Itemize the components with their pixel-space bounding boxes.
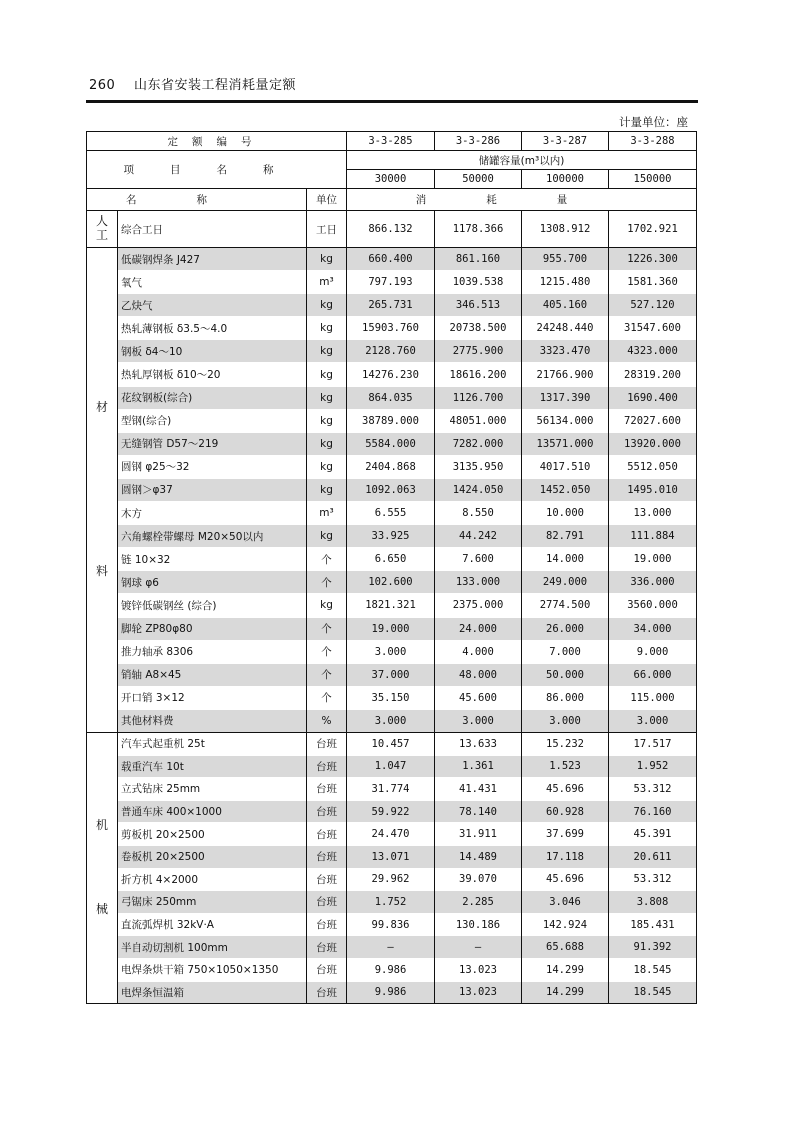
machinery-category	[87, 732, 118, 1003]
item-value: 130.186	[435, 913, 522, 936]
header-rule	[86, 100, 698, 103]
materials-row	[87, 709, 697, 732]
item-value: 45.391	[609, 823, 697, 846]
quota-code-label: 定额编号	[87, 132, 347, 151]
item-name-label: 项目名称	[87, 151, 347, 189]
quota-table	[86, 131, 697, 1004]
item-unit: m³	[307, 502, 347, 525]
item-value: 17.517	[609, 732, 697, 755]
labor-category	[87, 211, 118, 248]
item-name: 链 10×32	[118, 548, 307, 571]
item-value: 66.000	[609, 663, 697, 686]
item-unit: kg	[307, 386, 347, 409]
item-unit: m³	[307, 271, 347, 294]
machinery-row	[87, 845, 697, 868]
category-char: 机	[95, 818, 108, 833]
item-value: 17.118	[522, 845, 609, 868]
item-value: 133.000	[435, 571, 522, 594]
item-unit: 台班	[307, 732, 347, 755]
item-name: 六角螺栓带螺母 M20×50以内	[118, 525, 307, 548]
item-unit: kg	[307, 340, 347, 363]
materials-row	[87, 432, 697, 455]
item-value: 20738.500	[435, 317, 522, 340]
item-unit: 个	[307, 640, 347, 663]
materials-category	[87, 248, 118, 733]
item-value: 866.132	[347, 211, 435, 248]
item-value: 1317.390	[522, 386, 609, 409]
quota-code: 3-3-286	[435, 132, 522, 151]
item-unit: %	[307, 709, 347, 732]
item-value: 142.924	[522, 913, 609, 936]
item-value: 4017.510	[522, 455, 609, 478]
item-unit: kg	[307, 248, 347, 271]
machinery-row	[87, 800, 697, 823]
materials-row	[87, 271, 697, 294]
item-value: 45.696	[522, 868, 609, 891]
item-value: 13571.000	[522, 432, 609, 455]
item-name: 低碳钢焊条 J427	[118, 248, 307, 271]
item-value: 1.952	[609, 755, 697, 778]
item-value: 336.000	[609, 571, 697, 594]
item-value: 10.000	[522, 502, 609, 525]
item-unit: kg	[307, 478, 347, 501]
materials-row	[87, 571, 697, 594]
item-value: 2.285	[435, 891, 522, 914]
item-unit: 个	[307, 617, 347, 640]
item-unit: kg	[307, 525, 347, 548]
item-value: 115.000	[609, 686, 697, 709]
category-char: 料	[95, 563, 108, 578]
item-value: 9.986	[347, 958, 435, 981]
quota-code: 3-3-288	[609, 132, 697, 151]
machinery-row	[87, 868, 697, 891]
item-value: 82.791	[522, 525, 609, 548]
item-value: 14.000	[522, 548, 609, 571]
item-value: 955.700	[522, 248, 609, 271]
item-name: 剪板机 20×2500	[118, 823, 307, 846]
item-name: 卷板机 20×2500	[118, 845, 307, 868]
materials-row	[87, 548, 697, 571]
item-value: 19.000	[609, 548, 697, 571]
item-value: 346.513	[435, 294, 522, 317]
item-value: 2774.500	[522, 594, 609, 617]
materials-row	[87, 317, 697, 340]
item-value: 3.000	[609, 709, 697, 732]
item-value: 1.361	[435, 755, 522, 778]
item-value: 72027.600	[609, 409, 697, 432]
item-value: 44.242	[435, 525, 522, 548]
item-value: 13.633	[435, 732, 522, 755]
quota-code: 3-3-285	[347, 132, 435, 151]
item-value: 1821.321	[347, 594, 435, 617]
materials-row	[87, 409, 697, 432]
item-value: 14.489	[435, 845, 522, 868]
item-name: 半自动切割机 100mm	[118, 936, 307, 959]
item-value: —	[435, 936, 522, 959]
machinery-row	[87, 755, 697, 778]
item-value: 3.000	[522, 709, 609, 732]
capacity-header-row	[87, 151, 697, 170]
materials-row	[87, 640, 697, 663]
item-name: 推力轴承 8306	[118, 640, 307, 663]
item-value: 3.808	[609, 891, 697, 914]
item-name: 型钢(综合)	[118, 409, 307, 432]
item-unit: kg	[307, 432, 347, 455]
unit-note: 计量单位：座	[619, 115, 688, 129]
item-value: 1702.921	[609, 211, 697, 248]
category-char: 械	[95, 902, 108, 917]
materials-row	[87, 363, 697, 386]
item-value: 45.600	[435, 686, 522, 709]
item-value: 13.023	[435, 981, 522, 1004]
item-value: 1.752	[347, 891, 435, 914]
item-unit: 台班	[307, 981, 347, 1004]
item-name: 钢球 φ6	[118, 571, 307, 594]
item-value: 76.160	[609, 800, 697, 823]
item-unit: kg	[307, 594, 347, 617]
category-char: 工	[95, 228, 108, 242]
item-value: 249.000	[522, 571, 609, 594]
item-value: 527.120	[609, 294, 697, 317]
item-value: 24.000	[435, 617, 522, 640]
item-value: 3560.000	[609, 594, 697, 617]
item-value: 31.911	[435, 823, 522, 846]
item-value: 50.000	[522, 663, 609, 686]
item-name: 折方机 4×2000	[118, 868, 307, 891]
item-value: 33.925	[347, 525, 435, 548]
materials-row	[87, 386, 697, 409]
item-unit: 台班	[307, 958, 347, 981]
name-column-header: 名称	[87, 189, 307, 211]
machinery-row	[87, 778, 697, 801]
unit-column-header: 单位	[307, 189, 347, 211]
item-value: 2375.000	[435, 594, 522, 617]
book-title: 山东省安装工程消耗量定额	[133, 78, 296, 93]
item-name: 开口销 3×12	[118, 686, 307, 709]
item-value: 24248.440	[522, 317, 609, 340]
machinery-row	[87, 732, 697, 755]
item-value: 18.545	[609, 958, 697, 981]
item-value: 86.000	[522, 686, 609, 709]
item-value: 34.000	[609, 617, 697, 640]
item-value: 13920.000	[609, 432, 697, 455]
category-char: 材	[95, 400, 108, 415]
item-name: 圆钢＞φ37	[118, 478, 307, 501]
item-value: 31.774	[347, 778, 435, 801]
item-name: 电焊条恒温箱	[118, 981, 307, 1004]
item-name: 圆钢 φ25～32	[118, 455, 307, 478]
materials-row	[87, 686, 697, 709]
item-unit: kg	[307, 294, 347, 317]
item-name: 无缝钢管 D57～219	[118, 432, 307, 455]
item-value: 99.836	[347, 913, 435, 936]
item-unit: 台班	[307, 868, 347, 891]
item-value: 1039.538	[435, 271, 522, 294]
item-value: 45.696	[522, 778, 609, 801]
capacity-value: 100000	[522, 170, 609, 189]
materials-row	[87, 594, 697, 617]
item-value: 31547.600	[609, 317, 697, 340]
item-unit: 工日	[307, 211, 347, 248]
item-value: 18.545	[609, 981, 697, 1004]
item-value: 4323.000	[609, 340, 697, 363]
item-value: 14.299	[522, 981, 609, 1004]
item-value: 1308.912	[522, 211, 609, 248]
item-value: 6.555	[347, 502, 435, 525]
item-value: 10.457	[347, 732, 435, 755]
item-unit: 台班	[307, 778, 347, 801]
materials-row	[87, 294, 697, 317]
materials-row	[87, 525, 697, 548]
item-value: 1452.050	[522, 478, 609, 501]
item-value: 5584.000	[347, 432, 435, 455]
item-unit: 台班	[307, 936, 347, 959]
item-value: 13.071	[347, 845, 435, 868]
item-unit: kg	[307, 409, 347, 432]
page-number: 260	[89, 78, 116, 93]
capacity-value: 30000	[347, 170, 435, 189]
capacity-label: 储罐容量(m³以内)	[347, 151, 697, 170]
item-name: 立式钻床 25mm	[118, 778, 307, 801]
item-value: 102.600	[347, 571, 435, 594]
item-unit: 个	[307, 686, 347, 709]
item-value: 2128.760	[347, 340, 435, 363]
item-value: 4.000	[435, 640, 522, 663]
item-value: 6.650	[347, 548, 435, 571]
item-name: 钢板 δ4～10	[118, 340, 307, 363]
machinery-row	[87, 936, 697, 959]
item-value: 1.047	[347, 755, 435, 778]
item-value: 35.150	[347, 686, 435, 709]
item-name: 热轧厚钢板 δ10～20	[118, 363, 307, 386]
item-unit: 台班	[307, 823, 347, 846]
item-value: 65.688	[522, 936, 609, 959]
item-value: 60.928	[522, 800, 609, 823]
capacity-value: 150000	[609, 170, 697, 189]
item-name: 载重汽车 10t	[118, 755, 307, 778]
item-value: 111.884	[609, 525, 697, 548]
item-name: 其他材料费	[118, 709, 307, 732]
item-unit: kg	[307, 317, 347, 340]
item-value: 14.299	[522, 958, 609, 981]
materials-row	[87, 248, 697, 271]
item-value: 3.000	[347, 709, 435, 732]
item-value: 9.000	[609, 640, 697, 663]
item-value: —	[347, 936, 435, 959]
item-value: 797.193	[347, 271, 435, 294]
item-name: 汽车式起重机 25t	[118, 732, 307, 755]
machinery-row	[87, 913, 697, 936]
item-value: 48.000	[435, 663, 522, 686]
item-value: 1215.480	[522, 271, 609, 294]
item-name: 镀锌低碳钢丝 (综合)	[118, 594, 307, 617]
item-value: 3323.470	[522, 340, 609, 363]
item-name: 花纹钢板(综合)	[118, 386, 307, 409]
item-value: 3.000	[347, 640, 435, 663]
capacity-value: 50000	[435, 170, 522, 189]
item-value: 1.523	[522, 755, 609, 778]
item-value: 15903.760	[347, 317, 435, 340]
item-value: 13.000	[609, 502, 697, 525]
item-value: 9.986	[347, 981, 435, 1004]
item-value: 53.312	[609, 868, 697, 891]
item-value: 8.550	[435, 502, 522, 525]
item-value: 56134.000	[522, 409, 609, 432]
item-name: 直流弧焊机 32kV·A	[118, 913, 307, 936]
item-value: 53.312	[609, 778, 697, 801]
item-value: 1092.063	[347, 478, 435, 501]
consumption-column-header: 消耗量	[347, 189, 697, 211]
item-unit: 个	[307, 571, 347, 594]
item-value: 18616.200	[435, 363, 522, 386]
item-value: 78.140	[435, 800, 522, 823]
item-value: 864.035	[347, 386, 435, 409]
materials-row	[87, 340, 697, 363]
item-unit: 个	[307, 548, 347, 571]
item-name: 综合工日	[118, 211, 307, 248]
item-value: 5512.050	[609, 455, 697, 478]
item-value: 7282.000	[435, 432, 522, 455]
item-value: 7.600	[435, 548, 522, 571]
item-unit: kg	[307, 455, 347, 478]
item-value: 39.070	[435, 868, 522, 891]
category-char: 人	[95, 214, 108, 229]
item-value: 861.160	[435, 248, 522, 271]
item-name: 弓锯床 250mm	[118, 891, 307, 914]
item-value: 405.160	[522, 294, 609, 317]
materials-row	[87, 617, 697, 640]
materials-row	[87, 455, 697, 478]
item-value: 19.000	[347, 617, 435, 640]
page-header	[89, 74, 296, 93]
item-value: 1178.366	[435, 211, 522, 248]
item-value: 48051.000	[435, 409, 522, 432]
item-value: 3.000	[435, 709, 522, 732]
item-value: 20.611	[609, 845, 697, 868]
item-name: 销轴 A8×45	[118, 663, 307, 686]
machinery-row	[87, 958, 697, 981]
item-value: 1581.360	[609, 271, 697, 294]
item-value: 660.400	[347, 248, 435, 271]
quota-code: 3-3-287	[522, 132, 609, 151]
item-unit: 台班	[307, 891, 347, 914]
item-value: 1126.700	[435, 386, 522, 409]
item-value: 7.000	[522, 640, 609, 663]
item-value: 21766.900	[522, 363, 609, 386]
item-value: 91.392	[609, 936, 697, 959]
item-unit: 台班	[307, 845, 347, 868]
item-value: 1226.300	[609, 248, 697, 271]
column-header-row	[87, 189, 697, 211]
item-name: 木方	[118, 502, 307, 525]
item-name: 热轧薄钢板 δ3.5～4.0	[118, 317, 307, 340]
materials-row	[87, 663, 697, 686]
machinery-row	[87, 823, 697, 846]
item-value: 1690.400	[609, 386, 697, 409]
item-value: 265.731	[347, 294, 435, 317]
item-value: 38789.000	[347, 409, 435, 432]
materials-row	[87, 478, 697, 501]
item-name: 脚轮 ZP80φ80	[118, 617, 307, 640]
item-name: 电焊条烘干箱 750×1050×1350	[118, 958, 307, 981]
item-name: 乙炔气	[118, 294, 307, 317]
item-value: 185.431	[609, 913, 697, 936]
item-value: 37.000	[347, 663, 435, 686]
labor-row	[87, 211, 697, 248]
item-value: 1424.050	[435, 478, 522, 501]
item-value: 28319.200	[609, 363, 697, 386]
item-value: 13.023	[435, 958, 522, 981]
item-value: 3135.950	[435, 455, 522, 478]
item-unit: 台班	[307, 800, 347, 823]
item-value: 14276.230	[347, 363, 435, 386]
item-value: 1495.010	[609, 478, 697, 501]
item-value: 29.962	[347, 868, 435, 891]
machinery-row	[87, 981, 697, 1004]
item-value: 41.431	[435, 778, 522, 801]
item-name: 氧气	[118, 271, 307, 294]
item-unit: 个	[307, 663, 347, 686]
item-unit: 台班	[307, 913, 347, 936]
item-value: 15.232	[522, 732, 609, 755]
item-name: 普通车床 400×1000	[118, 800, 307, 823]
item-value: 3.046	[522, 891, 609, 914]
item-value: 2404.868	[347, 455, 435, 478]
item-unit: kg	[307, 363, 347, 386]
machinery-row	[87, 891, 697, 914]
item-value: 59.922	[347, 800, 435, 823]
item-value: 2775.900	[435, 340, 522, 363]
item-value: 26.000	[522, 617, 609, 640]
item-value: 24.470	[347, 823, 435, 846]
materials-row	[87, 502, 697, 525]
item-unit: 台班	[307, 755, 347, 778]
item-value: 37.699	[522, 823, 609, 846]
quota-code-row	[87, 132, 697, 151]
